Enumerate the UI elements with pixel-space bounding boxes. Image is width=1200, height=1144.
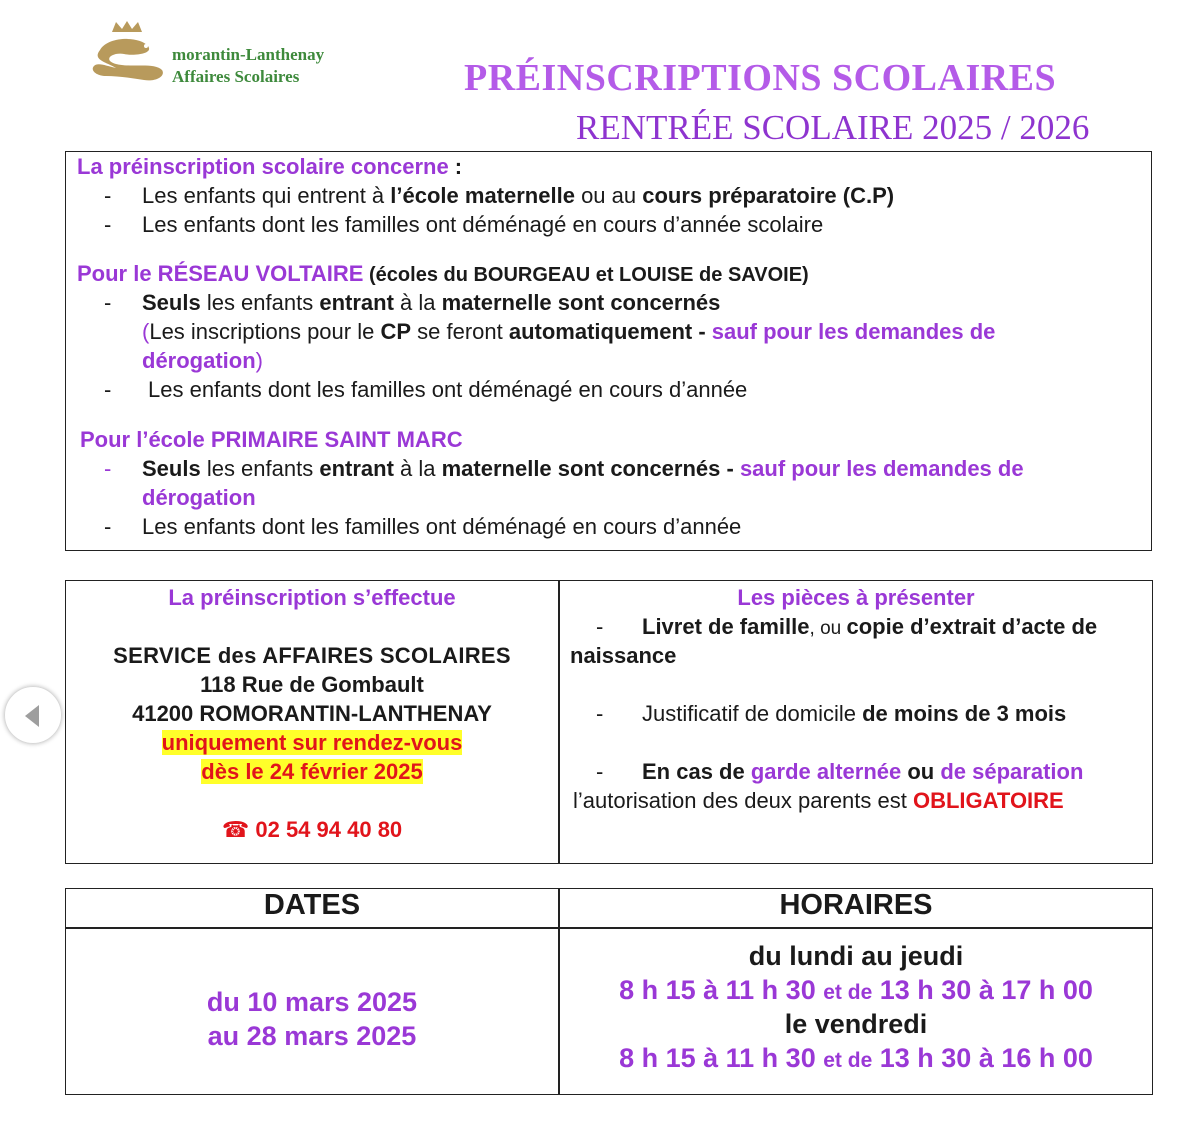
pieces-item-1 (642, 612, 1097, 643)
weekdays-label: du lundi au jeudi (748, 941, 964, 971)
text: entrant (319, 290, 394, 315)
text: 13 h 30 à 16 h 00 (879, 1043, 1093, 1073)
friday-label: le vendredi (784, 1009, 928, 1039)
start-date-line (66, 757, 558, 786)
column-divider (558, 581, 560, 863)
logo-line1: morantin-Lanthenay (172, 45, 325, 64)
logo-text (172, 44, 324, 88)
bullet-dash: - (596, 614, 604, 639)
service-city: 41200 ROMORANTIN-LANTHENAY (132, 701, 492, 726)
date-from: du 10 mars 2025 (206, 987, 418, 1017)
schedule-table (65, 888, 1153, 1095)
start-date-text: dès le 24 février 2025 (201, 759, 423, 784)
voltaire-item-1 (142, 288, 720, 317)
page-title: PRÉINSCRIPTIONS SCOLAIRES (464, 57, 1057, 99)
pieces-heading: Les pièces à présenter (737, 585, 975, 610)
text: ou au (574, 183, 643, 208)
saint-marc-item-1 (142, 454, 1024, 483)
text: 13 h 30 à 17 h 00 (879, 975, 1093, 1005)
dates-header: DATES (263, 889, 361, 921)
eligibility-box (65, 151, 1152, 551)
text: Seuls (142, 456, 201, 481)
text: de moins de 3 mois (862, 701, 1067, 726)
page-subtitle: RENTRÉE SCOLAIRE 2025 / 2026 (576, 108, 1090, 147)
procedure-box (65, 580, 1153, 864)
saint-marc-item-1-cont (142, 483, 256, 512)
text: les enfants (200, 456, 320, 481)
service-street: 118 Rue de Gombault (200, 672, 424, 697)
text: à la (393, 456, 442, 481)
header-divider (66, 927, 1152, 929)
text: Livret de famille (642, 614, 810, 639)
pieces-item-2 (642, 699, 1066, 728)
text: , ou (809, 618, 847, 639)
text: dérogation (142, 348, 256, 373)
text: les enfants (200, 290, 320, 315)
concerne-item-2: Les enfants dont les familles ont déménagé en cours d’année scolaire (142, 212, 824, 237)
text: de séparation (940, 759, 1084, 784)
previous-slide-button[interactable] (4, 686, 62, 744)
text: ( (142, 319, 150, 344)
pieces-item-3-cont (573, 786, 1064, 815)
text: Les enfants qui entrent à (142, 183, 391, 208)
text: OBLIGATOIRE (912, 788, 1064, 813)
horaires-header: HORAIRES (779, 889, 933, 921)
text: et de (823, 981, 873, 1004)
text: 8 h 15 à 11 h 30 (619, 975, 816, 1005)
text: Pour le RÉSEAU VOLTAIRE (77, 261, 364, 286)
phone-icon: ☎ (221, 817, 250, 842)
text: dérogation (142, 485, 256, 510)
pieces-item-3 (642, 757, 1083, 786)
concerne-item-1 (142, 181, 894, 210)
voltaire-item-2: Les enfants dont les familles ont déménagé en cours d’année (148, 377, 748, 402)
text: à la (393, 290, 442, 315)
text: copie d’extrait d’acte de (846, 614, 1098, 639)
saint-marc-heading (80, 425, 463, 454)
voltaire-note (142, 317, 995, 346)
text: et de (823, 1049, 873, 1072)
text: sauf pour les demandes de (733, 456, 1024, 481)
text: CP (380, 319, 412, 344)
text: sauf pour les demandes de (705, 319, 996, 344)
text: garde alternée (750, 759, 902, 784)
chevron-left-icon (25, 705, 39, 727)
bullet-dash: - (104, 183, 112, 208)
phone-number: 02 54 94 40 80 (255, 817, 403, 842)
concerne-heading (77, 152, 462, 181)
logo-line2: Affaires Scolaires (172, 67, 300, 86)
text: maternelle sont concernés - (441, 456, 734, 481)
saint-marc-item-2: Les enfants dont les familles ont déménagé en cours d’année (142, 514, 742, 539)
text: automatiquement - (508, 319, 706, 344)
text: Les inscriptions pour le (149, 319, 381, 344)
text: cours préparatoire (C.P) (642, 183, 895, 208)
rdv-text: uniquement sur rendez-vous (161, 730, 463, 755)
text: ) (255, 348, 263, 373)
text: l’école maternelle (390, 183, 575, 208)
text: maternelle sont concernés (441, 290, 721, 315)
text: Seuls (142, 290, 201, 315)
bullet-dash: - (596, 701, 604, 726)
text: Justificatif de domicile (642, 701, 863, 726)
effectue-heading: La préinscription s’effectue (168, 585, 456, 610)
text: 8 h 15 à 11 h 30 (619, 1043, 816, 1073)
bullet-dash: - (104, 212, 112, 237)
text: se feront (411, 319, 509, 344)
friday-hours (560, 1041, 1152, 1078)
bullet-dash: - (104, 290, 112, 315)
phone-line (66, 815, 558, 844)
text: l’autorisation des deux parents est (573, 788, 913, 813)
salamander-logo (82, 20, 172, 86)
service-name: SERVICE des AFFAIRES SCOLAIRES (113, 643, 511, 668)
text: ou (901, 759, 941, 784)
pieces-item-1-cont: naissance (570, 643, 677, 668)
text: En cas de (642, 759, 751, 784)
bullet-dash: - (596, 759, 604, 784)
concerne-heading-colon: : (448, 154, 463, 179)
bullet-dash: - (104, 456, 112, 481)
text: (écoles du BOURGEAU et LOUISE de SAVOIE) (363, 264, 809, 286)
voltaire-note-cont (142, 346, 263, 375)
bullet-dash: - (104, 514, 112, 539)
text: Pour l’école PRIMAIRE SAINT MARC (80, 427, 463, 452)
weekdays-hours (560, 973, 1152, 1010)
date-to: au 28 mars 2025 (207, 1021, 417, 1051)
voltaire-heading (77, 259, 809, 290)
concerne-heading-text: La préinscription scolaire concerne (77, 154, 449, 179)
rdv-line (66, 728, 558, 757)
text: entrant (319, 456, 394, 481)
bullet-dash: - (104, 377, 112, 402)
